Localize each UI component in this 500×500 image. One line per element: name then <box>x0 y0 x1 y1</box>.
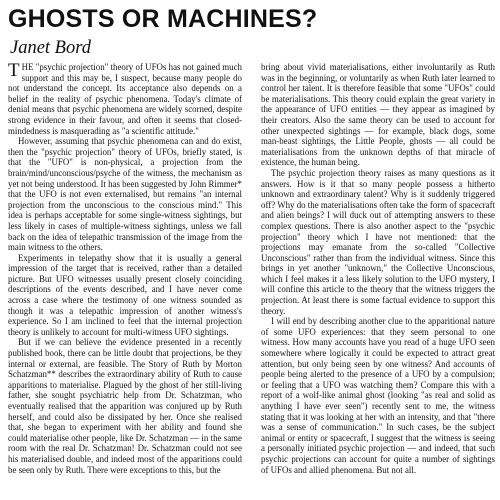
article-page <box>8 4 495 498</box>
left-column <box>8 62 242 498</box>
paragraph: THE "psychic projection" theory of UFOs has not gained much support and this may be, I suspect, because many people do not understand the concept. Its acceptance also depends on a belief in the reality of psychic phenomena. Today's climate of denial means that psychic phenomena are widely scorned, despite strong evidence in their favour, and often it seems that closed-mindedness is masquerading as "a scientific attitude." <box>8 62 242 136</box>
article-title: GHOSTS OR MACHINES? <box>8 5 318 33</box>
right-column <box>261 62 495 498</box>
article-body <box>8 62 495 498</box>
paragraph: However, assuming that psychic phenomena can and do exist, then the "psychic projection" theory of UFOs, briefly stated, is that the "UFO" is non-physical, a projection from the brain/mind/unconscious/psyche of the witness, the mechanism as yet not being understood. It has been suggested by John Rimmer* that the UFO is not even externalised, but remains "an internal projection from the unconscious to the conscious mind." This idea is perhaps acceptable for some single-witness sightings, but less likely in cases of multiple-witness sightings, unless we fall back on the idea of telepathic transmission of the image from the main witness to the others. <box>8 136 242 253</box>
paragraph: I will end by describing another clue to the apparitional nature of some UFO experiences: that they seem personal to one witness. How many accounts have you read of a huge UFO seen somewhere where logically it could be expected to attract great attention, but only being seen by one witness? And accounts of people being alerted to the presence of a UFO by a compulsion; or feeling that a UFO was watching them? Compare this with a report of a wolf-like animal ghost (looking "as real and solid as anything I have ever seen") recently sent to me, the witness stating that it was looking at her with an intensity, and that "there was a sense of communication." In such cases, be the subject animal or entity or spacecraft, I suggest that the witness is seeing a personally initiated psychic projection — and indeed, that such psychic projections can account for quite a number of sightings of UFOs and allied phenomena. But not all. <box>261 316 495 475</box>
paragraph: The psychic projection theory raises as many questions as it answers. How is it that so many people possess a hitherto unknown and extraordinary talent? Why is it suddenly triggered off? Why do the materialisations often take the form of spacecraft and alien beings? I will duck out of attempting answers to these complex questions. There is also another aspect to the "psychic projection" theory which I have not mentioned: that the projections may emanate from the so-called "Collective Unconscious" rather than from the individual witness. Since this brings in yet another "unknown," the Collective Unconscious, which I feel makes it a less likely solution to the UFO mystery, I will confine this article to the theory that the witness triggers the projection. At least there is some factual evidence to support this theory. <box>261 167 495 316</box>
paragraph: bring about vivid materialisations, either involuntarily as Ruth was in the beginning, or voluntarily as when Ruth later learned to control her talent. It is therefore feasible that some "UFOs" could be materialisations. This theory could explain the great variety in the appearance of UFO entities — they appear as imagined by their creators. Also the same theory can be used to account for other unexpected sightings — for example, black dogs, some man-beast sightings, the Little People, ghosts — all could be materialisations from the unknown depths of that miracle of existence, the human being. <box>261 62 495 168</box>
paragraph: Experiments in telepathy show that it is usually a general impression of the target that is received, rather than a detailed picture. But UFO witnesses usually present closely coinciding descriptions of the events described, and I have never come across a case where the testimony of one witness sounded as though it was a telepathic impression of another witness's experience. So I am inclined to feel that the internal projection theory is unlikely to account for multi-witness UFO sightings. <box>8 252 242 337</box>
article-author: Janet Bord <box>10 38 92 58</box>
paragraph: But if we can believe the evidence presented in a recently published book, there can be little doubt that projections, be they internal or external, are feasible. The Story of Ruth by Morton Schatzman** describes the extraordinary ability of Ruth to cause apparitions to materialise. Plagued by the ghost of her still-living father, she sought psychiatric help from Dr. Schatzman, who eventually realised that the apparition was conjured up by Ruth herself, and could also be dissipated by her. Once she realised that, she began to experiment with her ability and found she could materialise other people, like Dr. Schatzman — in the same room with the real Dr. Schatzman! Dr. Schatzman could not see his materialised double, and indeed most of the apparitions could be seen only by Ruth. There were exceptions to this, but the <box>8 337 242 475</box>
